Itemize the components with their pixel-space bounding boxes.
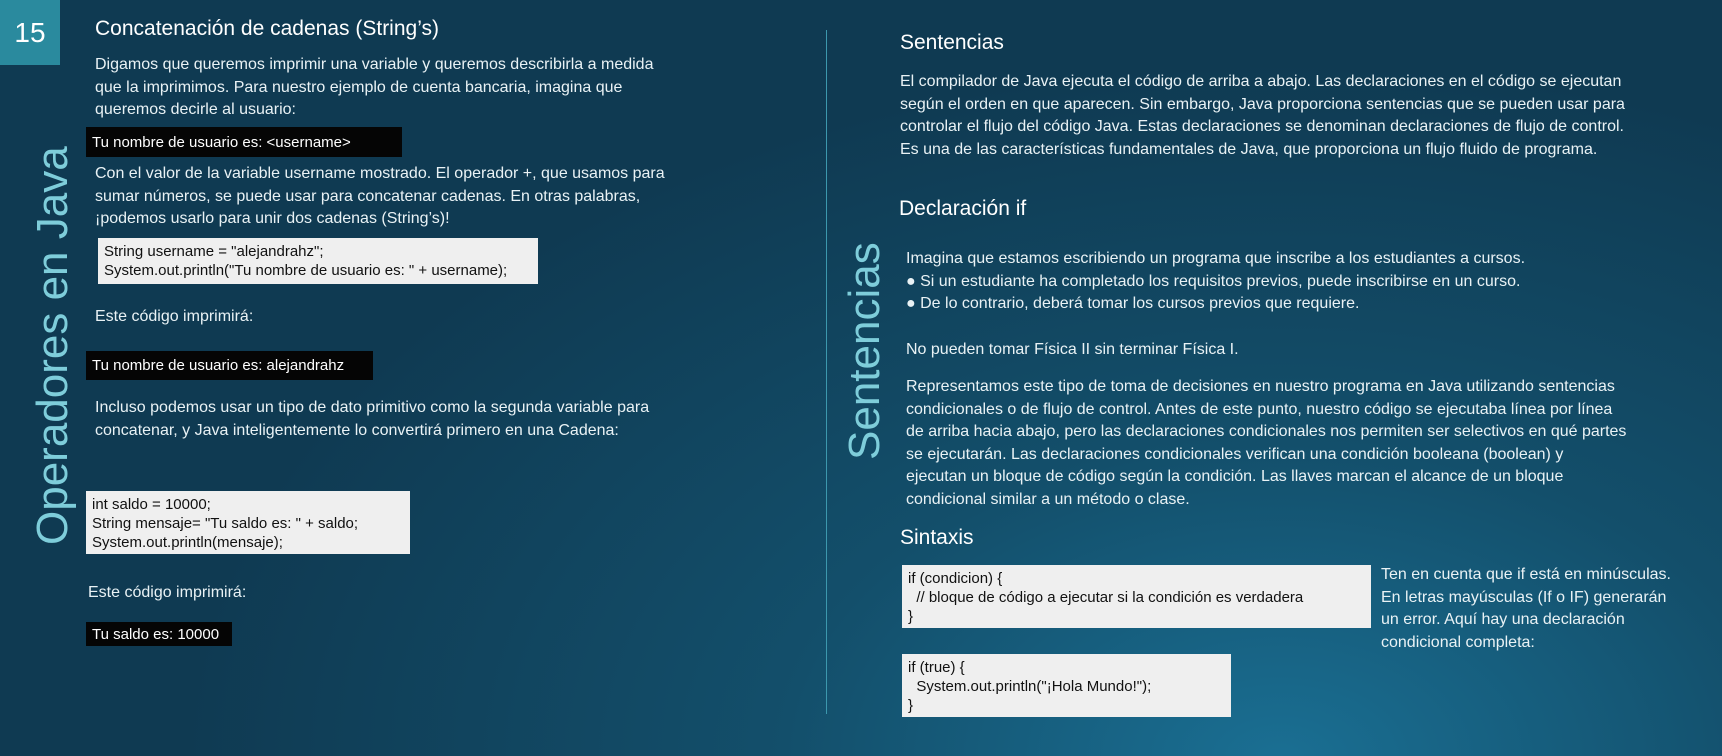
column-divider: [826, 30, 827, 714]
concat-intro: Digamos que queremos imprimir una variable y queremos describirla a medida que la imprimimos. Para nuestro ejemplo de cuenta bancaria, imagina que queremos decirle al usuario:: [95, 56, 654, 118]
sintaxis-heading: Sintaxis: [900, 526, 974, 549]
if-heading: Declaración if: [899, 197, 1027, 220]
prints-label-1: Este código imprimirá:: [95, 308, 254, 325]
sentencias-heading: Sentencias: [900, 31, 1004, 54]
sentencias-paragraph: El compilador de Java ejecuta el código de arriba a abajo. Las declaraciones en el código se ejecutan según el orden en que aparecen. Sin embargo, Java proporciona sentencias que se pueden usar para controlar el flujo del código Java. Estas declaraciones se denominan declaraciones de flujo de control. Es una de las características fundamentales de Java, que proporciona un flujo fluido de programa.: [900, 73, 1625, 158]
concat-primitive-text: Incluso podemos usar un tipo de dato primitivo como la segunda variable para concatenar, y Java inteligentemente lo convertirá primero en una Cadena:: [95, 399, 650, 439]
if-intro-list: Imagina que estamos escribiendo un programa que inscribe a los estudiantes a cursos. ● Si un estudiante ha completado los requisitos previos, puede inscribirse en un curso. ● De lo contrario, deberá tomar los cursos previos que requiere.: [906, 250, 1526, 312]
code-block-if-example: if (true) { System.out.println("¡Hola Mundo!"); }: [902, 654, 1231, 717]
console-output-username: Tu nombre de usuario es: alejandrahz: [86, 351, 373, 380]
if-explanation: Representamos este tipo de toma de decisiones en nuestro programa en Java utilizando sentencias condicionales o de flujo de control. Antes de este punto, nuestro código se ejecutaba línea por línea de arriba hacia abajo, pero las declaraciones condicionales nos permiten ser selectivos en qué partes se ejecutarán. Las declaraciones condicionales verifican una condición booleana (boolean) y ejecutan un bloque de código según la condición. Las llaves marcan el alcance de un bloque condicional similar a un método o clase.: [906, 378, 1627, 508]
if-example-text: No pueden tomar Física II sin terminar Física I.: [906, 341, 1239, 358]
concat-heading: Concatenación de cadenas (String’s): [95, 17, 439, 40]
console-output-username-template: Tu nombre de usuario es: <username>: [86, 127, 402, 157]
slide-number: 15: [0, 0, 60, 65]
concat-explanation: Con el valor de la variable username mostrado. El operador +, que usamos para sumar números, se puede usar para concatenar cadenas. En otras palabras, ¡podemos usarlo para unir dos cadenas (String’s)!: [95, 165, 665, 227]
console-output-saldo: Tu saldo es: 10000: [86, 622, 232, 646]
prints-label-2: Este código imprimirá:: [88, 584, 247, 601]
right-vertical-title: Sentencias: [840, 242, 889, 460]
code-block-username: String username = "alejandrahz"; System.out.println("Tu nombre de usuario es: " + username);: [98, 238, 538, 284]
left-vertical-title: Operadores en Java: [28, 146, 77, 545]
lowercase-note: Ten en cuenta que if está en minúsculas. En letras mayúsculas (If o IF) generarán un error. Aquí hay una declaración condicional completa:: [1381, 566, 1671, 651]
code-block-saldo: int saldo = 10000; String mensaje= "Tu saldo es: " + saldo; System.out.println(mensaje);: [86, 491, 410, 554]
code-block-if-syntax: if (condicion) { // bloque de código a ejecutar si la condición es verdadera }: [902, 565, 1371, 628]
